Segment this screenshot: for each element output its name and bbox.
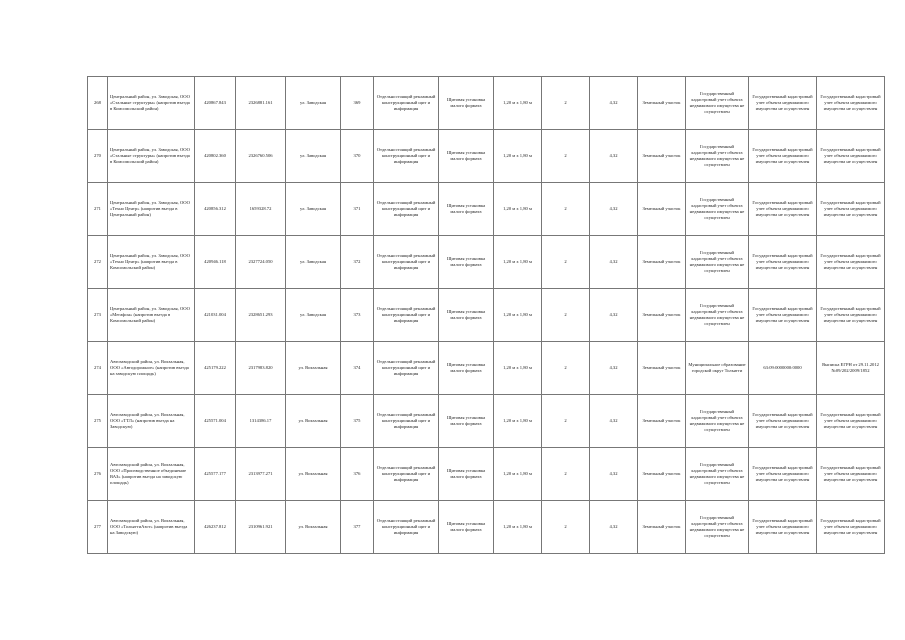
area-cell: 4,32 (590, 236, 638, 289)
street-cell: ул. Заводская (286, 77, 341, 130)
structure-type-cell: Отдельностоящий рекламный конструкционный щит и информация (374, 289, 439, 342)
area-cell: 4,32 (590, 77, 638, 130)
x-coordinate-cell: 425571.004 (195, 395, 236, 448)
owner-cell: Государственный кадастровый учет объекта недвижимого имущества не осуществлен (686, 183, 749, 236)
format-cell: Щитовая установка малого формата (439, 236, 494, 289)
y-coordinate-cell: 2326881.161 (236, 77, 286, 130)
location-cell: Автозаводский район, ул. Вокзальная, ООО «Автодорожное» (напротив въезда на заводскую площадь) (108, 342, 195, 395)
format-cell: Щитовая установка малого формата (439, 289, 494, 342)
structure-type-cell: Отдельностоящий рекламный конструкционный щит и информация (374, 130, 439, 183)
code-cell: 376 (341, 448, 374, 501)
table-row (88, 236, 885, 289)
cadastral-cell: Государственный кадастровый учет объекта недвижимого имущества не осуществлен (749, 395, 817, 448)
location-cell: Центральный район, ул. Заводская, ООО «Мегафон» (напротив въезда в Комсомольский район) (108, 289, 195, 342)
size-cell: 1,20 м х 1,80 м (494, 130, 542, 183)
table-row (88, 448, 885, 501)
structure-type-cell: Отдельностоящий рекламный конструкционный щит и информация (374, 77, 439, 130)
sides-cell: 2 (542, 289, 590, 342)
structure-type-cell: Отдельностоящий рекламный конструкционный щит и информация (374, 395, 439, 448)
owner-cell: Государственный кадастровый учет объекта недвижимого имущества не осуществлен (686, 501, 749, 554)
location-cell: Центральный район, ул. Заводская, ООО «Техно Центр» (напротив въезда в Комсомольский район) (108, 236, 195, 289)
area-cell: 4,32 (590, 501, 638, 554)
x-coordinate-cell: 426237.812 (195, 501, 236, 554)
owner-cell: Государственный кадастровый учет объекта недвижимого имущества не осуществлен (686, 130, 749, 183)
cadastral-cell: Государственный кадастровый учет объекта недвижимого имущества не осуществлен (749, 236, 817, 289)
street-cell: ул. Заводская (286, 183, 341, 236)
owner-cell: Муниципальное образование городской округ Тольятти (686, 342, 749, 395)
registration-cell: Государственный кадастровый учет объекта недвижимого имущества не осуществлен (817, 448, 885, 501)
location-cell: Автозаводский район, ул. Вокзальная, ООО «ТольяттиАзот» (напротив въезда на Заводскую) (108, 501, 195, 554)
x-coordinate-cell: 420946.118 (195, 236, 236, 289)
street-cell: ул. Вокзальная (286, 342, 341, 395)
cadastral-cell: Государственный кадастровый учет объекта недвижимого имущества не осуществлен (749, 289, 817, 342)
x-coordinate-cell: 420856.312 (195, 183, 236, 236)
sides-cell: 2 (542, 501, 590, 554)
placement-table (87, 76, 885, 554)
registration-cell: Государственный кадастровый учет объекта недвижимого имущества не осуществлен (817, 77, 885, 130)
registration-cell: Государственный кадастровый учет объекта недвижимого имущества не осуществлен (817, 289, 885, 342)
table-row (88, 501, 885, 554)
land-type-cell: Земельный участок (638, 395, 686, 448)
size-cell: 1,20 м х 1,80 м (494, 77, 542, 130)
street-cell: ул. Заводская (286, 236, 341, 289)
registration-cell: Государственный кадастровый учет объекта недвижимого имущества не осуществлен (817, 236, 885, 289)
street-cell: ул. Вокзальная (286, 395, 341, 448)
format-cell: Щитовая установка малого формата (439, 395, 494, 448)
street-cell: ул. Заводская (286, 130, 341, 183)
row-number: 277 (88, 501, 108, 554)
row-number: 276 (88, 448, 108, 501)
sides-cell: 2 (542, 395, 590, 448)
size-cell: 1,20 м х 1,80 м (494, 289, 542, 342)
land-type-cell: Земельный участок (638, 77, 686, 130)
cadastral-cell: 63:09:0000000:0000 (749, 342, 817, 395)
code-cell: 375 (341, 395, 374, 448)
area-cell: 4,32 (590, 130, 638, 183)
x-coordinate-cell: 420802.360 (195, 130, 236, 183)
format-cell: Щитовая установка малого формата (439, 183, 494, 236)
owner-cell: Государственный кадастровый учет объекта недвижимого имущества не осуществлен (686, 236, 749, 289)
owner-cell: Государственный кадастровый учет объекта недвижимого имущества не осуществлен (686, 77, 749, 130)
sides-cell: 2 (542, 130, 590, 183)
sides-cell: 2 (542, 236, 590, 289)
street-cell: ул. Вокзальная (286, 448, 341, 501)
table-row (88, 289, 885, 342)
land-type-cell: Земельный участок (638, 342, 686, 395)
y-coordinate-cell: 1314386.17 (236, 395, 286, 448)
format-cell: Щитовая установка малого формата (439, 501, 494, 554)
structure-type-cell: Отдельностоящий рекламный конструкционный щит и информация (374, 183, 439, 236)
land-type-cell: Земельный участок (638, 448, 686, 501)
location-cell: Центральный район, ул. Заводская, ООО «Стальные структуры» (напротив въезда в Комсомольский район) (108, 77, 195, 130)
table-body (88, 77, 885, 554)
area-cell: 4,32 (590, 183, 638, 236)
row-number: 270 (88, 130, 108, 183)
cadastral-cell: Государственный кадастровый учет объекта недвижимого имущества не осуществлен (749, 77, 817, 130)
code-cell: 370 (341, 130, 374, 183)
area-cell: 4,32 (590, 395, 638, 448)
land-type-cell: Земельный участок (638, 183, 686, 236)
structure-type-cell: Отдельностоящий рекламный конструкционный щит и информация (374, 448, 439, 501)
size-cell: 1,20 м х 1,80 м (494, 395, 542, 448)
area-cell: 4,32 (590, 289, 638, 342)
sides-cell: 2 (542, 183, 590, 236)
y-coordinate-cell: 2327724.050 (236, 236, 286, 289)
land-type-cell: Земельный участок (638, 289, 686, 342)
row-number: 268 (88, 77, 108, 130)
table-row (88, 342, 885, 395)
owner-cell: Государственный кадастровый учет объекта недвижимого имущества не осуществлен (686, 448, 749, 501)
code-cell: 369 (341, 77, 374, 130)
area-cell: 4,32 (590, 342, 638, 395)
row-number: 273 (88, 289, 108, 342)
location-cell: Центральный район, ул. Заводская, ООО «Техно Центр» (напротив въезда в Центральный район) (108, 183, 195, 236)
code-cell: 372 (341, 236, 374, 289)
code-cell: 377 (341, 501, 374, 554)
size-cell: 1,20 м х 1,80 м (494, 448, 542, 501)
code-cell: 373 (341, 289, 374, 342)
location-cell: Автозаводский район, ул. Вокзальная, ООО «Производственное объединение ВАЗ» (напротив въезда на заводскую площадь) (108, 448, 195, 501)
area-cell: 4,32 (590, 448, 638, 501)
registration-cell: Выписка ЕГРН от 29.11.2012 №09/202/2009/1852 (817, 342, 885, 395)
y-coordinate-cell: 2328651.293 (236, 289, 286, 342)
land-type-cell: Земельный участок (638, 236, 686, 289)
street-cell: ул. Вокзальная (286, 501, 341, 554)
table-row (88, 130, 885, 183)
structure-type-cell: Отдельностоящий рекламный конструкционный щит и информация (374, 501, 439, 554)
sides-cell: 2 (542, 77, 590, 130)
land-type-cell: Земельный участок (638, 130, 686, 183)
owner-cell: Государственный кадастровый учет объекта недвижимого имущества не осуществлен (686, 289, 749, 342)
street-cell: ул. Заводская (286, 289, 341, 342)
row-number: 274 (88, 342, 108, 395)
registration-cell: Государственный кадастровый учет объекта недвижимого имущества не осуществлен (817, 183, 885, 236)
x-coordinate-cell: 420867.843 (195, 77, 236, 130)
format-cell: Щитовая установка малого формата (439, 130, 494, 183)
cadastral-cell: Государственный кадастровый учет объекта недвижимого имущества не осуществлен (749, 183, 817, 236)
x-coordinate-cell: 425577.177 (195, 448, 236, 501)
format-cell: Щитовая установка малого формата (439, 342, 494, 395)
registration-cell: Государственный кадастровый учет объекта недвижимого имущества не осуществлен (817, 395, 885, 448)
size-cell: 1,20 м х 1,80 м (494, 236, 542, 289)
x-coordinate-cell: 425179.222 (195, 342, 236, 395)
table-row (88, 395, 885, 448)
row-number: 272 (88, 236, 108, 289)
sides-cell: 2 (542, 342, 590, 395)
cadastral-cell: Государственный кадастровый учет объекта недвижимого имущества не осуществлен (749, 501, 817, 554)
x-coordinate-cell: 421031.004 (195, 289, 236, 342)
table-row (88, 77, 885, 130)
cadastral-cell: Государственный кадастровый учет объекта недвижимого имущества не осуществлен (749, 448, 817, 501)
code-cell: 374 (341, 342, 374, 395)
code-cell: 371 (341, 183, 374, 236)
sides-cell: 2 (542, 448, 590, 501)
table-row (88, 183, 885, 236)
size-cell: 1,20 м х 1,80 м (494, 501, 542, 554)
row-number: 275 (88, 395, 108, 448)
size-cell: 1,20 м х 1,80 м (494, 183, 542, 236)
cadastral-cell: Государственный кадастровый учет объекта недвижимого имущества не осуществлен (749, 130, 817, 183)
y-coordinate-cell: 2326760.506 (236, 130, 286, 183)
registration-cell: Государственный кадастровый учет объекта недвижимого имущества не осуществлен (817, 130, 885, 183)
y-coordinate-cell: 2310961.921 (236, 501, 286, 554)
land-type-cell: Земельный участок (638, 501, 686, 554)
location-cell: Автозаводский район, ул. Вокзальная, ООО «ТТЛ» (напротив въезда на Заводскую) (108, 395, 195, 448)
owner-cell: Государственный кадастровый учет объекта недвижимого имущества не осуществлен (686, 395, 749, 448)
size-cell: 1,20 м х 1,80 м (494, 342, 542, 395)
structure-type-cell: Отдельностоящий рекламный конструкционный щит и информация (374, 342, 439, 395)
location-cell: Центральный район, ул. Заводская, ООО «Стальные структуры» (напротив въезда в Комсомольский район) (108, 130, 195, 183)
registration-cell: Государственный кадастровый учет объекта недвижимого имущества не осуществлен (817, 501, 885, 554)
y-coordinate-cell: 2313977.271 (236, 448, 286, 501)
y-coordinate-cell: 2317983.820 (236, 342, 286, 395)
row-number: 271 (88, 183, 108, 236)
y-coordinate-cell: 1659328.72 (236, 183, 286, 236)
format-cell: Щитовая установка малого формата (439, 77, 494, 130)
format-cell: Щитовая установка малого формата (439, 448, 494, 501)
structure-type-cell: Отдельностоящий рекламный конструкционный щит и информация (374, 236, 439, 289)
